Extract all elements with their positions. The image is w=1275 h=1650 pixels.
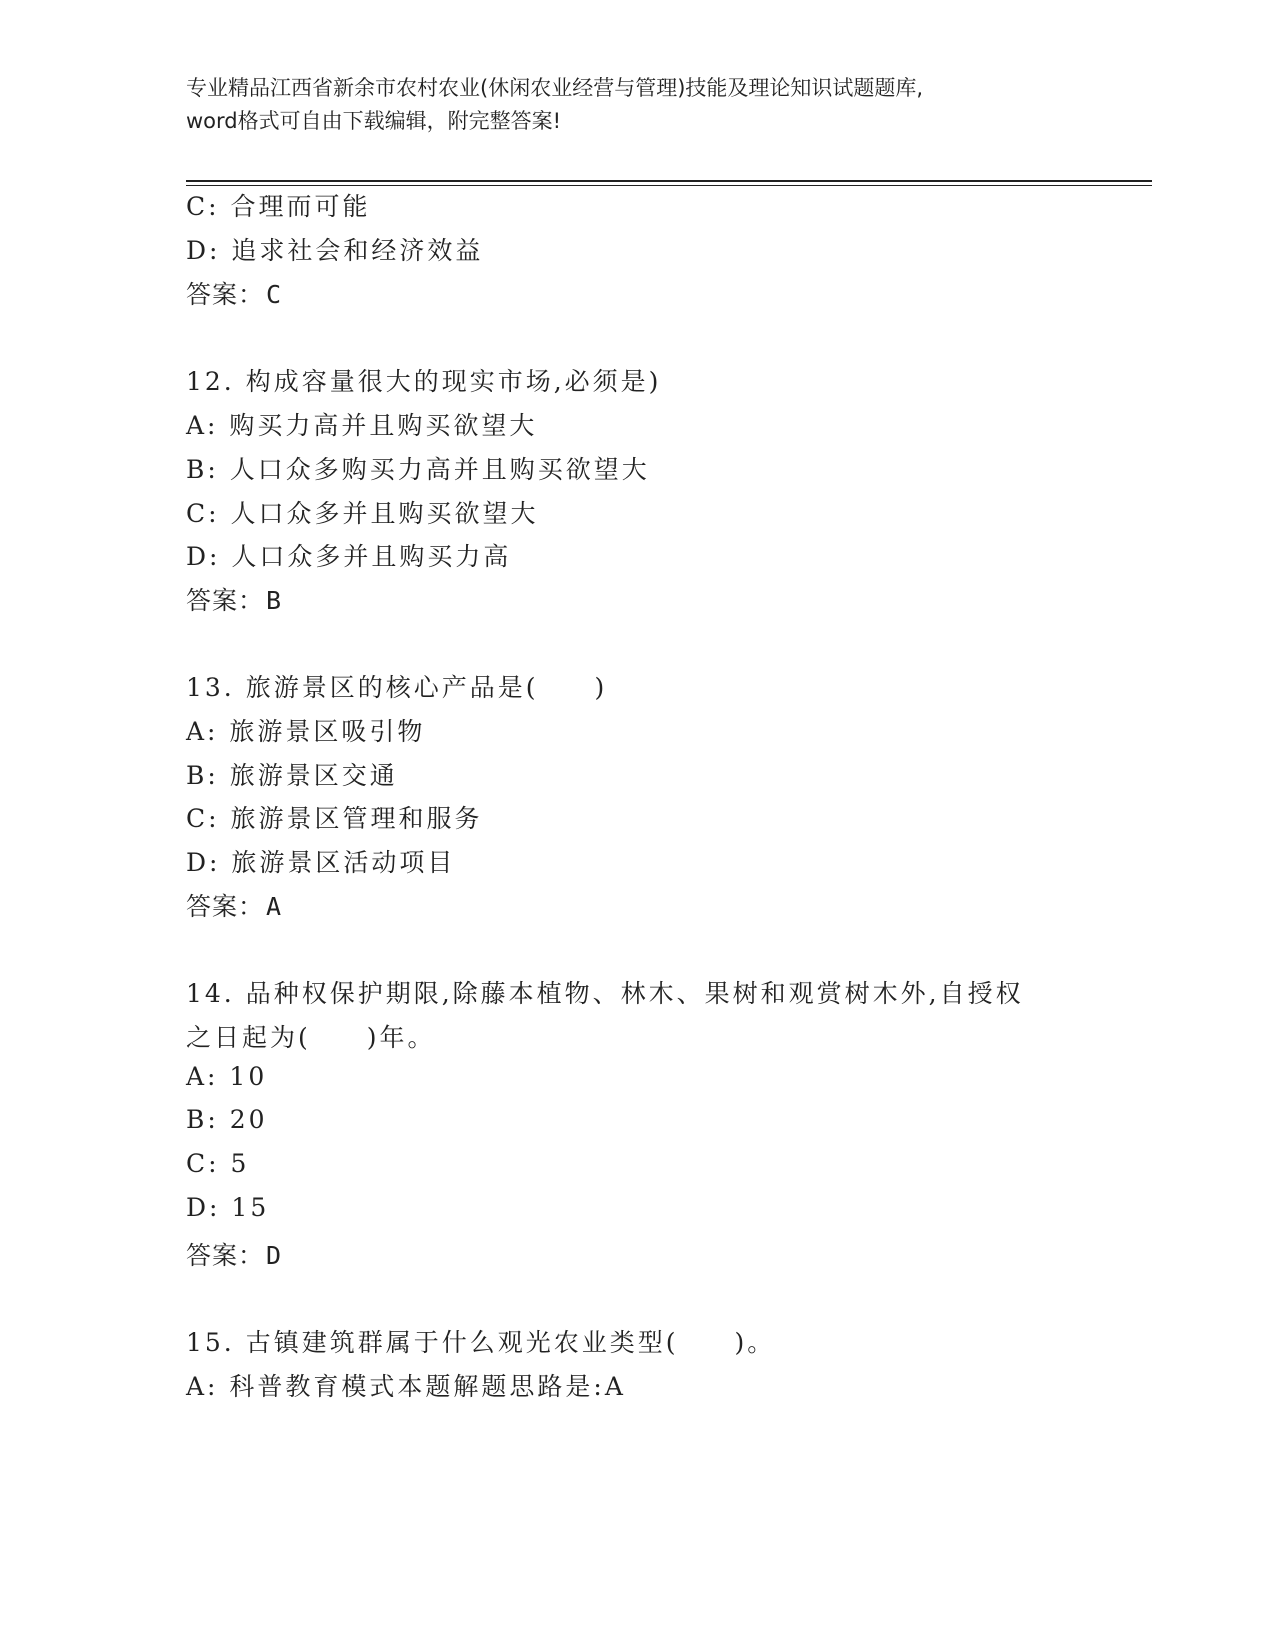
answer-label: 答案： bbox=[186, 280, 265, 309]
answer-value: A bbox=[266, 892, 283, 921]
q11-answer bbox=[186, 275, 282, 311]
q14-option-a: A: 10 bbox=[186, 1062, 268, 1091]
q14-option-c: C: 5 bbox=[186, 1149, 250, 1178]
q12-option-d: D: 人口众多并且购买力高 bbox=[186, 542, 512, 571]
answer-label: 答案： bbox=[186, 1241, 265, 1270]
q13-stem: 13. 旅游景区的核心产品是( ) bbox=[186, 673, 608, 702]
q14-stem-line2: 之日起为( )年。 bbox=[186, 1023, 436, 1052]
q13-option-c: C: 旅游景区管理和服务 bbox=[186, 804, 483, 833]
q14-option-b: B: 20 bbox=[186, 1105, 268, 1134]
q15-option-a: A: 科普教育模式本题解题思路是:A bbox=[186, 1372, 626, 1401]
q14-stem-line1: 14. 品种权保护期限,除藤本植物、林木、果树和观赏树木外,自授权 bbox=[186, 979, 1024, 1008]
q12-option-c: C: 人口众多并且购买欲望大 bbox=[186, 499, 539, 528]
answer-value: D bbox=[266, 1241, 283, 1270]
q11-option-d: D: 追求社会和经济效益 bbox=[186, 236, 484, 265]
q11-option-c: C: 合理而可能 bbox=[186, 192, 371, 221]
header-title-line1: 专业精品江西省新余市农村农业(休闲农业经营与管理)技能及理论知识试题题库, bbox=[186, 76, 924, 100]
answer-label: 答案： bbox=[186, 892, 265, 921]
q13-answer bbox=[186, 887, 282, 923]
q15-stem: 15. 古镇建筑群属于什么观光农业类型( )。 bbox=[186, 1328, 776, 1357]
header-title-line2: word格式可自由下载编辑，附完整答案! bbox=[186, 109, 562, 133]
q13-option-d: D: 旅游景区活动项目 bbox=[186, 848, 456, 877]
q12-option-a: A: 购买力高并且购买欲望大 bbox=[186, 411, 538, 440]
answer-value: B bbox=[266, 586, 283, 615]
q14-answer bbox=[186, 1236, 282, 1272]
q12-option-b: B: 人口众多购买力高并且购买欲望大 bbox=[186, 455, 650, 484]
q13-option-a: A: 旅游景区吸引物 bbox=[186, 717, 426, 746]
page-header bbox=[186, 72, 1086, 138]
answer-value: C bbox=[266, 280, 283, 309]
q14-option-d: D: 15 bbox=[186, 1193, 270, 1222]
header-divider bbox=[186, 180, 1152, 186]
answer-label: 答案： bbox=[186, 586, 265, 615]
q12-answer bbox=[186, 581, 282, 617]
q12-stem: 12. 构成容量很大的现实市场,必须是) bbox=[186, 367, 662, 396]
q13-option-b: B: 旅游景区交通 bbox=[186, 761, 398, 790]
